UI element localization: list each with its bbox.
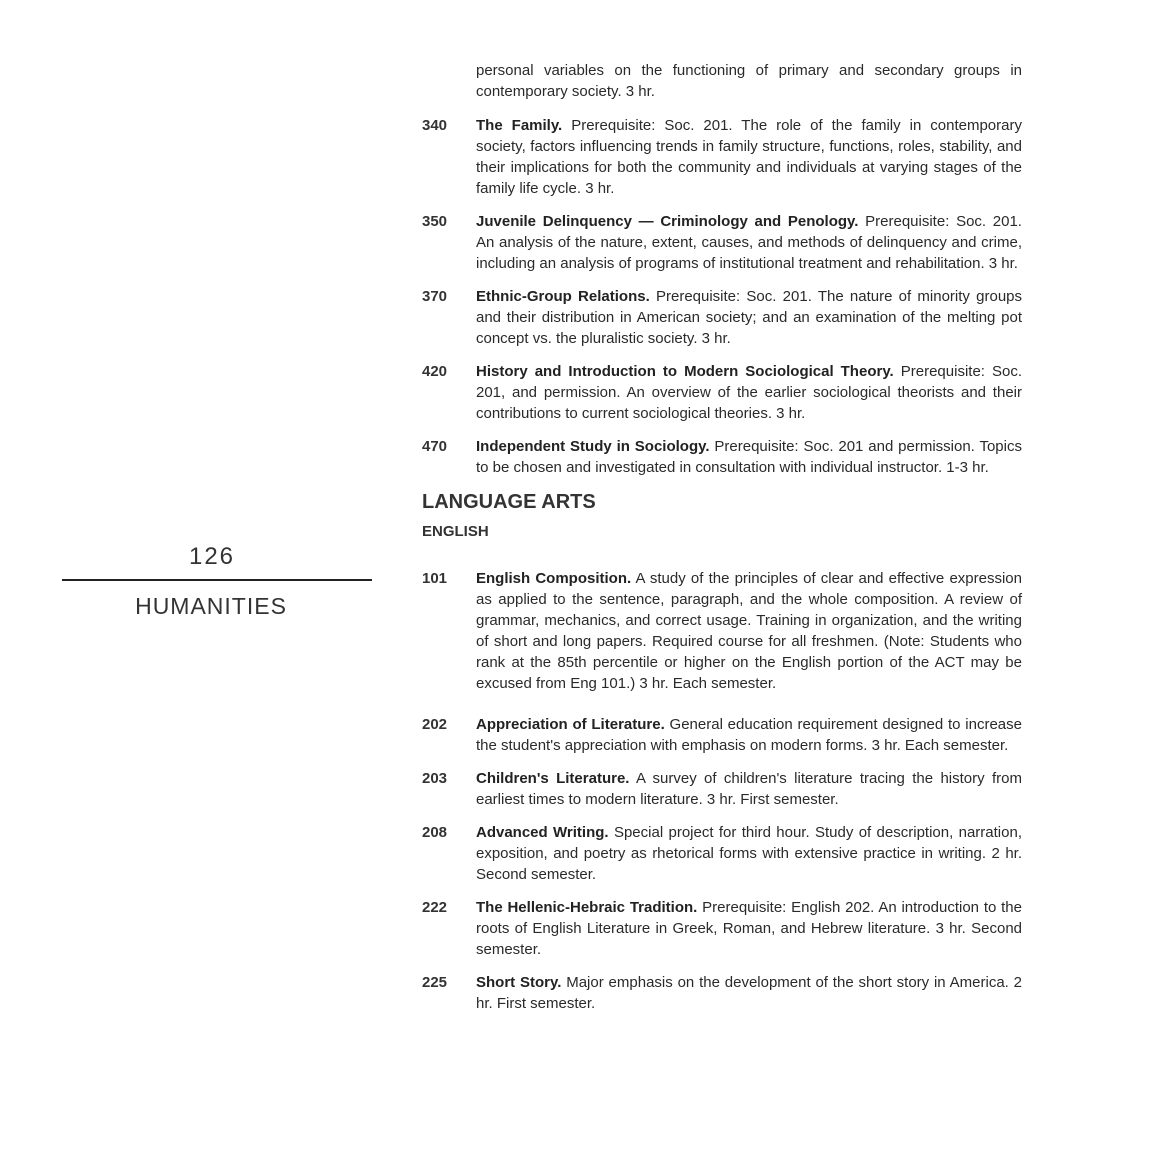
course-title: The Family. — [476, 117, 563, 134]
course-body — [476, 436, 1022, 478]
sociology-course-list — [422, 115, 1022, 478]
course-number: 225 — [422, 974, 448, 991]
course-description: Prerequisite: Soc. 201. An analysis of the nature, extent, causes, and methods of delinquency and crime, including an analysis of programs of institutional treatment and rehabilitation. 3 hr. — [476, 213, 1022, 272]
section-title: HUMANITIES — [135, 593, 287, 619]
course-number: 222 — [422, 899, 448, 916]
page-number: 126 — [188, 543, 236, 570]
course-description: General education requirement designed to increase the student's appreciation with emphasis on modern forms. 3 hr. Each semester. — [476, 716, 1022, 754]
course-description: Prerequisite: Soc. 201. The role of the family in contemporary society, factors influencing trends in family structure, functions, roles, stability, and their implications for both the community and individuals at varying stages of the family life cycle. 3 hr. — [476, 117, 1022, 197]
course-title: The Hellenic-Hebraic Tradition. — [476, 899, 698, 916]
course-body — [476, 115, 1022, 199]
course-title: Advanced Writing. — [476, 824, 609, 841]
divider — [62, 579, 372, 581]
course-title: Appreciation of Literature. — [476, 716, 665, 733]
course-title: Ethnic-Group Relations. — [476, 288, 650, 305]
course-entry — [422, 436, 1022, 478]
course-description: A survey of children's literature tracing the history from earliest times to modern literature. 3 hr. First semester. — [476, 770, 1022, 808]
course-number: 203 — [422, 770, 448, 787]
course-description: A study of the principles of clear and effective expression as applied to the sentence, paragraph, and the whole composition. A review of grammar, mechanics, and correct usage. Training in organization, and the writing of short and long papers. Required course for all freshmen. (Note: Students who rank at the 85th percentile or higher on the English portion of the ACT may be excused from Eng 101.) 3 hr. Each semester. — [476, 570, 1022, 692]
course-description: Major emphasis on the development of the short story in America. 2 hr. First semester. — [476, 974, 1022, 1012]
course-number: 208 — [422, 824, 448, 841]
course-number: 370 — [422, 288, 448, 305]
course-number: 350 — [422, 213, 448, 230]
course-body — [476, 286, 1022, 349]
course-entry — [422, 768, 1022, 810]
course-body — [476, 211, 1022, 274]
course-entry — [422, 361, 1022, 424]
course-body — [476, 972, 1022, 1014]
course-title: Short Story. — [476, 974, 562, 991]
course-body — [476, 768, 1022, 810]
course-entry — [422, 897, 1022, 960]
course-body — [476, 822, 1022, 885]
course-title: Independent Study in Sociology. — [476, 438, 710, 455]
course-entry — [422, 714, 1022, 756]
subject-heading: ENGLISH — [422, 523, 489, 540]
course-body — [476, 897, 1022, 960]
course-title: English Composition. — [476, 570, 632, 587]
course-number: 202 — [422, 716, 448, 733]
course-title: Children's Literature. — [476, 770, 630, 787]
course-description: Prerequisite: English 202. An introduction to the roots of English Literature in Greek, Roman, and Hebrew literature. 3 hr. Second semester. — [476, 899, 1022, 958]
course-body — [476, 714, 1022, 756]
course-title: Juvenile Delinquency — Criminology and Penology. — [476, 213, 859, 230]
continued-description: personal variables on the functioning of primary and secondary groups in contemporary society. 3 hr. — [476, 62, 1022, 100]
course-entry — [422, 286, 1022, 349]
course-description: Prerequisite: Soc. 201 and permission. Topics to be chosen and investigated in consultation with individual instructor. 1-3 hr. — [476, 438, 1022, 476]
department-heading: LANGUAGE ARTS — [422, 491, 596, 513]
course-body — [476, 568, 1022, 694]
course-number: 420 — [422, 363, 448, 380]
page-margin — [62, 543, 372, 619]
course-body — [476, 361, 1022, 424]
course-entry — [422, 568, 1022, 694]
course-number: 470 — [422, 438, 448, 455]
course-number: 101 — [422, 570, 448, 587]
course-entry — [422, 115, 1022, 199]
course-description: Special project for third hour. Study of description, narration, exposition, and poetry as rhetorical forms with extensive practice in writing. 2 hr. Second semester. — [476, 824, 1022, 883]
course-entry — [422, 972, 1022, 1014]
course-entry — [422, 822, 1022, 885]
course-description: Prerequisite: Soc. 201. The nature of minority groups and their distribution in American society; and an examination of the melting pot concept vs. the pluralistic society. 3 hr. — [476, 288, 1022, 347]
course-description: Prerequisite: Soc. 201, and permission. An overview of the earlier sociological theorists and their contributions to current sociological theories. 3 hr. — [476, 363, 1022, 422]
course-title: History and Introduction to Modern Sociological Theory. — [476, 363, 894, 380]
english-course-list — [422, 568, 1022, 1014]
course-listing — [422, 60, 1022, 1026]
course-number: 340 — [422, 117, 448, 134]
course-entry — [422, 211, 1022, 274]
